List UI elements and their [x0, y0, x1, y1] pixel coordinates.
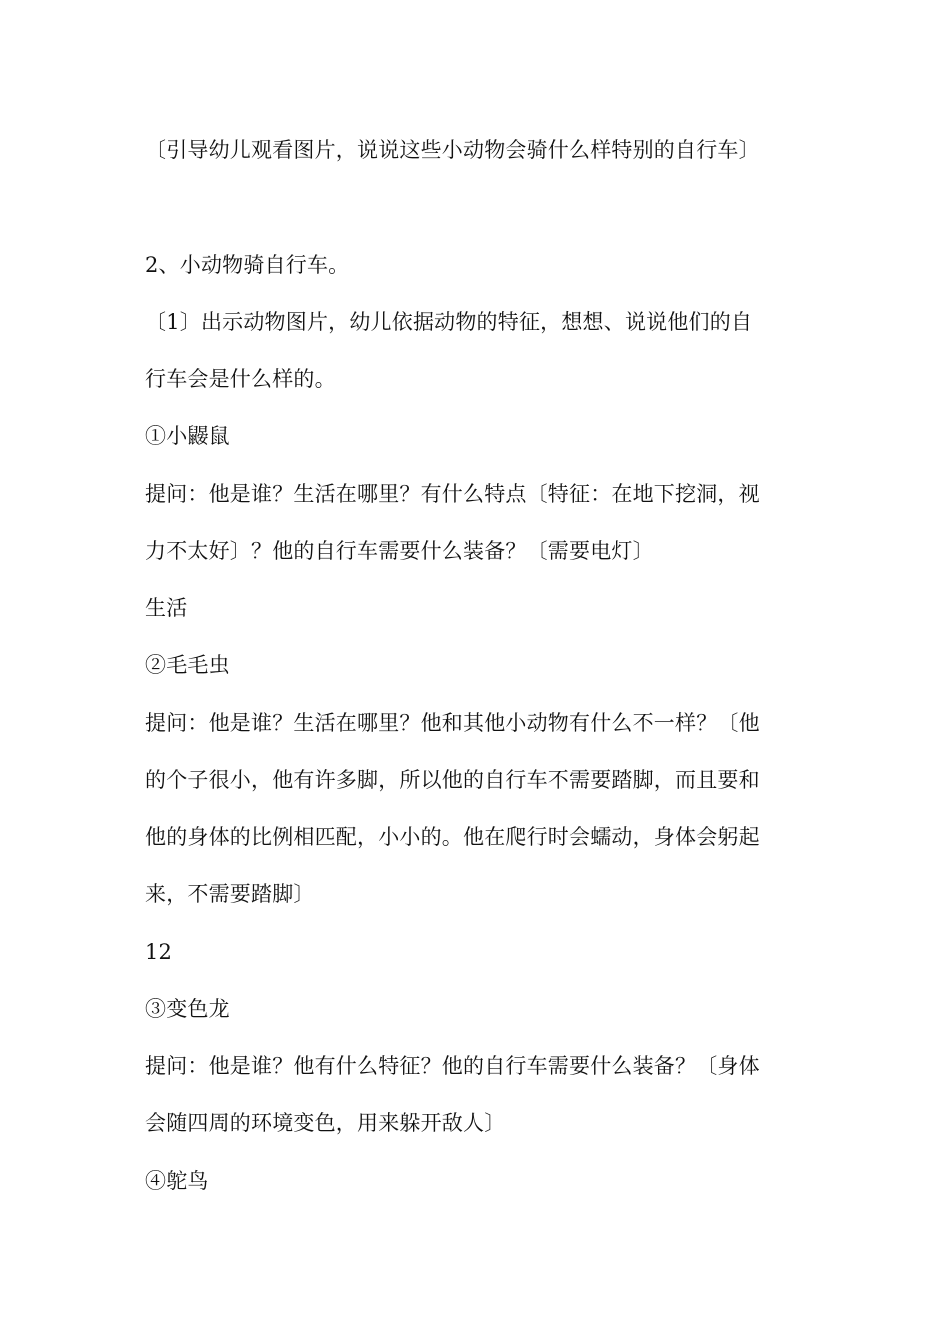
list-item-chameleon: ③变色龙: [145, 997, 230, 1021]
paragraph-line: 〔1〕出示动物图片，幼儿依据动物的特征，想想、说说他们的自: [145, 310, 753, 334]
paragraph-line: 他的身体的比例相匹配，小小的。他在爬行时会蠕动，身体会躬起: [145, 825, 760, 849]
paragraph-line: 提问：他是谁？生活在哪里？有什么特点〔特征：在地下挖洞，视: [145, 482, 760, 506]
paragraph-intro: 〔引导幼儿观看图片，说说这些小动物会骑什么样特别的自行车〕: [145, 138, 760, 162]
paragraph-line: 来，不需要踏脚〕: [145, 882, 315, 906]
paragraph-line: 的个子很小，他有许多脚，所以他的自行车不需要踏脚，而且要和: [145, 768, 760, 792]
section-heading: 2、小动物骑自行车。: [145, 253, 350, 277]
list-item-mole: ①小鼹鼠: [145, 424, 230, 448]
paragraph-line: 提问：他是谁？生活在哪里？他和其他小动物有什么不一样？〔他: [145, 711, 760, 735]
paragraph-line: 提问：他是谁？他有什么特征？他的自行车需要什么装备？〔身体: [145, 1054, 760, 1078]
list-item-ostrich: ④鸵鸟: [145, 1169, 209, 1193]
paragraph-line: 生活: [145, 596, 188, 620]
paragraph-line: 会随四周的环境变色，用来躲开敌人〕: [145, 1111, 506, 1135]
list-item-caterpillar: ②毛毛虫: [145, 653, 230, 677]
paragraph-line: 行车会是什么样的。: [145, 367, 336, 391]
paragraph-line: 12: [145, 940, 173, 964]
paragraph-line: 力不太好〕？他的自行车需要什么装备？〔需要电灯〕: [145, 539, 654, 563]
